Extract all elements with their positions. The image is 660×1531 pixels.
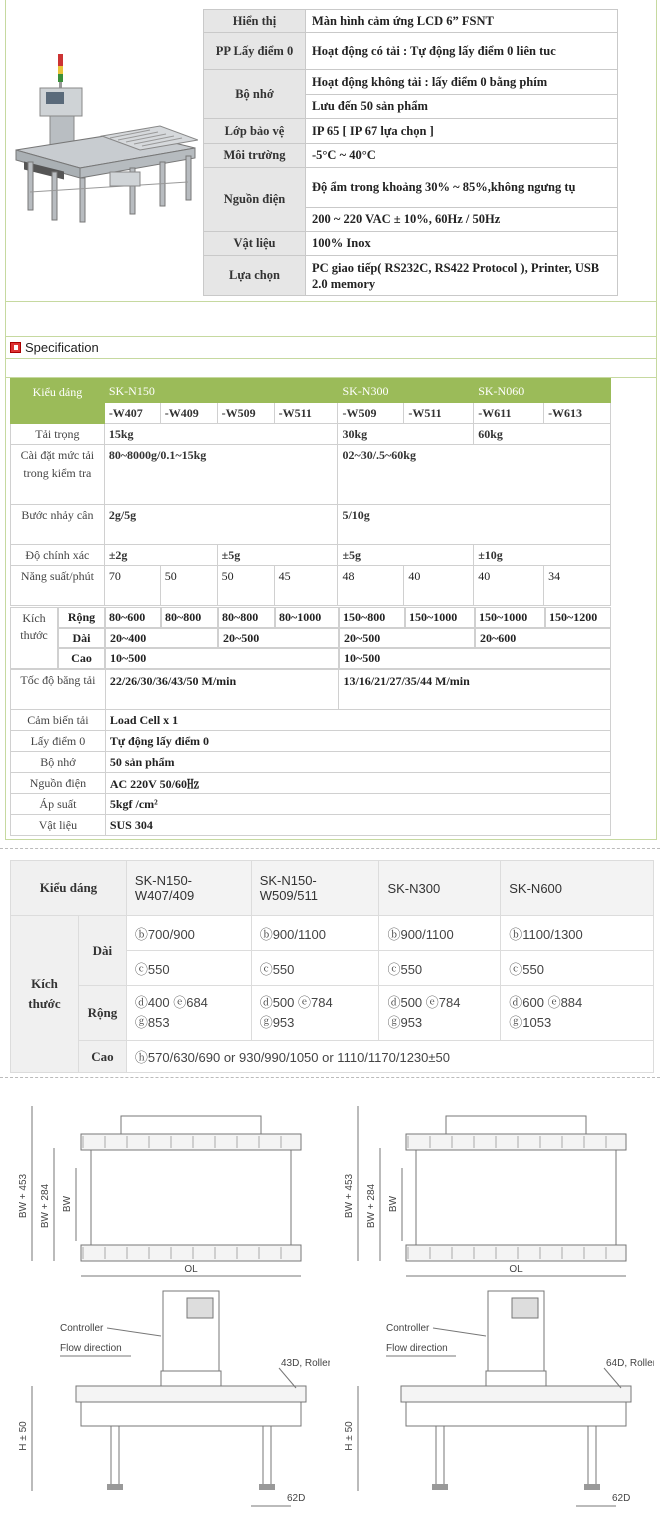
feature-label: Lớp bảo vệ (204, 119, 306, 144)
feature-value: Hoạt động không tải : lấy điểm 0 bằng phím (306, 70, 618, 95)
feature-value: -5°C ~ 40°C (306, 144, 618, 168)
feature-label: Vật liệu (204, 232, 306, 256)
spec-value: 50 (217, 566, 274, 606)
label-flow: Flow direction (60, 1343, 122, 1354)
feature-value: Màn hình cảm ứng LCD 6” FSNT (306, 10, 618, 33)
spec-label: Độ chính xác (11, 545, 105, 566)
dim-label-ol: OL (509, 1264, 523, 1275)
dim-value: ⓒ550 (379, 951, 501, 986)
bullet-icon (10, 342, 21, 353)
size-rong-value: 150~1000 (405, 607, 475, 628)
top-view-head (446, 1116, 586, 1136)
foot (107, 1484, 123, 1490)
dim-value (126, 986, 251, 1041)
dim-header: SK-N300 (379, 861, 501, 916)
spec-value: 40 (404, 566, 474, 606)
label-roller: 43D, Roller (281, 1358, 330, 1369)
spec-subheader: -W407 (104, 403, 160, 424)
dim-value-line: ⓓ500 ⓔ784 (387, 995, 461, 1010)
spec-value: 48 (338, 566, 404, 606)
feature-value: Hoạt động có tải : Tự động lấy điểm 0 liên tuc (306, 33, 618, 70)
spec-label: Áp suất (11, 794, 106, 815)
dim-value: ⓑ900/1100 (379, 916, 501, 951)
spec-value: 2g/5g (104, 505, 338, 545)
conveyor-frame (406, 1402, 626, 1426)
feature-value: Lưu đến 50 sản phẩm (306, 95, 618, 119)
controller-screen (512, 1298, 538, 1318)
dim-value (251, 986, 379, 1041)
size-rong-value: 150~1000 (475, 607, 545, 628)
dim-header: SK-N150-W407/409 (126, 861, 251, 916)
spec-value: ±5g (338, 545, 474, 566)
size-cao-value: 10~500 (105, 648, 339, 669)
foot (259, 1484, 275, 1490)
size-rong-value: 80~800 (218, 607, 275, 628)
dim-label-bw284: BW + 284 (366, 1183, 377, 1229)
feature-label: Hiển thị (204, 10, 306, 33)
spec-subheader: -W511 (404, 403, 474, 424)
spec-value: Load Cell x 1 (105, 710, 610, 731)
feature-value: IP 65 [ IP 67 lựa chọn ] (306, 119, 618, 144)
dashed-divider-2 (0, 1077, 660, 1078)
dashed-divider (0, 848, 660, 849)
spec-value: 5kgf /cm² (105, 794, 610, 815)
feature-label: Lựa chọn (204, 256, 306, 296)
section-title (10, 340, 99, 355)
dim-sub-label: Rộng (78, 986, 126, 1041)
spec-value: 50 (160, 566, 217, 606)
foot (432, 1484, 448, 1490)
feature-label: Bộ nhớ (204, 70, 306, 119)
size-dai-value: 20~600 (475, 628, 611, 648)
label-roller: 64D, Roller (606, 1358, 654, 1369)
spec-label: Bước nhảy cân (11, 505, 105, 545)
spec-value: 15kg (104, 424, 338, 445)
leader-line (433, 1328, 486, 1336)
conveyor-front (76, 1386, 306, 1402)
top-view-belt (91, 1150, 291, 1245)
frame-divider-2 (5, 336, 657, 337)
spec-label: Cài đặt mức tải trong kiểm tra (11, 445, 105, 505)
spec-value: 80~8000g/0.1~15kg (104, 445, 338, 505)
dim-group-label (11, 916, 79, 1073)
technical-drawing (338, 1086, 654, 1526)
leader-line (604, 1368, 621, 1388)
frame-left (5, 0, 6, 840)
spec-value: 30kg (338, 424, 474, 445)
feature-value: 100% Inox (306, 232, 618, 256)
feature-value: 200 ~ 220 VAC ± 10%, 60Hz / 50Hz (306, 208, 618, 232)
size-label-text: Kích thước (20, 611, 48, 642)
conveyor-frame (81, 1402, 301, 1426)
dim-label-h: H ± 50 (344, 1421, 355, 1451)
spec-subheader: -W611 (474, 403, 544, 424)
spec-header-group: SK-N150 (104, 379, 338, 403)
spec-value: 45 (274, 566, 338, 606)
product-photo (10, 22, 198, 232)
frame-divider-1 (5, 301, 657, 302)
feature-table (203, 9, 618, 296)
drawing-large (338, 1086, 654, 1526)
dim-sub-label: Cao (78, 1041, 126, 1073)
size-cao-value: 10~500 (339, 648, 611, 669)
dim-label-bw453: BW + 453 (18, 1173, 29, 1219)
label-controller: Controller (60, 1323, 104, 1334)
controller-screen (187, 1298, 213, 1318)
feature-label: PP Lấy điểm 0 (204, 33, 306, 70)
size-rong-value: 80~800 (161, 607, 218, 628)
spec-subheader: -W613 (544, 403, 611, 424)
size-rong-value: 80~600 (105, 607, 161, 628)
foot (584, 1484, 600, 1490)
spec-label: Nguồn điện (11, 773, 106, 794)
spec-label: Cảm biến tải (11, 710, 106, 731)
top-view-rail-top (81, 1134, 301, 1150)
dim-label-bw: BW (62, 1195, 73, 1213)
dim-value-line: ⓓ500 ⓔ784 (259, 995, 333, 1010)
size-block (10, 607, 611, 669)
spec-header-model: Kiểu dáng (11, 379, 105, 424)
feature-label: Môi trường (204, 144, 306, 168)
top-view-rail-bottom (81, 1245, 301, 1261)
feature-value: Độ ẩm trong khoảng 30% ~ 85%,không ngưng tụ (306, 168, 618, 208)
size-rong-value: 150~1200 (545, 607, 611, 628)
spec-subheader: -W511 (274, 403, 338, 424)
dim-label-bw453: BW + 453 (344, 1173, 355, 1219)
dim-value: ⓑ700/900 (126, 916, 251, 951)
spec-label: Năng suất/phút (11, 566, 105, 606)
spec-value: 22/26/30/36/43/50 M/min (105, 670, 339, 710)
size-rong-value: 80~1000 (275, 607, 339, 628)
dim-label-ol: OL (184, 1264, 198, 1275)
spec-header-group: SK-N060 (474, 379, 611, 403)
dim-value: ⓒ550 (126, 951, 251, 986)
spec-value: Tự động lấy điểm 0 (105, 731, 610, 752)
technical-drawing (12, 1086, 330, 1526)
frame-divider-3 (5, 358, 657, 359)
size-dai-value: 20~400 (105, 628, 218, 648)
dim-value (379, 986, 501, 1041)
dim-value-line: ⓖ1053 (509, 1015, 552, 1030)
dim-label-bw284: BW + 284 (40, 1183, 51, 1229)
dim-value: ⓑ1100/1300 (501, 916, 654, 951)
dim-label-62d: 62D (287, 1493, 306, 1504)
spec-subheader: -W509 (217, 403, 274, 424)
spec-label: Bộ nhớ (11, 752, 106, 773)
spec-value: SUS 304 (105, 815, 610, 836)
spec-value: ±2g (104, 545, 217, 566)
spec-table (10, 378, 611, 606)
dim-value: ⓒ550 (501, 951, 654, 986)
spec-value: 13/16/21/27/35/44 M/min (339, 670, 611, 710)
label-controller: Controller (386, 1323, 430, 1334)
size-sub-rong: Rộng (58, 607, 105, 628)
spec-value: 60kg (474, 424, 611, 445)
dim-sub-label: Dài (78, 916, 126, 986)
spec-label: Tải trọng (11, 424, 105, 445)
dimension-table (10, 860, 654, 1073)
spec-value: 40 (474, 566, 544, 606)
dim-value: ⓗ570/630/690 or 930/990/1050 or 1110/1170/1230±50 (126, 1041, 653, 1073)
spec-subheader: -W509 (338, 403, 404, 424)
size-dai-value: 20~500 (218, 628, 339, 648)
size-rong-value: 150~800 (339, 607, 405, 628)
spec-value: 02~30/.5~60kg (338, 445, 611, 505)
spec-value: 50 sản phẩm (105, 752, 610, 773)
feature-value: PC giao tiếp( RS232C, RS422 Protocol ), Printer, USB 2.0 memory (306, 256, 618, 296)
section-title-text: Specification (25, 340, 99, 355)
spec-subheader: -W409 (160, 403, 217, 424)
top-view-belt (416, 1150, 616, 1245)
spec-value: 5/10g (338, 505, 611, 545)
dim-group-text: Kích thước (28, 976, 61, 1011)
top-view-head (121, 1116, 261, 1136)
size-dai-value: 20~500 (339, 628, 475, 648)
top-view-rail-top (406, 1134, 626, 1150)
dim-label-h: H ± 50 (18, 1421, 29, 1451)
size-label (10, 607, 58, 669)
load-cell (486, 1371, 546, 1386)
dim-value-line: ⓖ853 (134, 1015, 170, 1030)
dim-value-line: ⓖ953 (387, 1015, 423, 1030)
dim-header: SK-N150-W509/511 (251, 861, 379, 916)
dim-label-62d: 62D (612, 1493, 631, 1504)
spec-label: Lấy điểm 0 (11, 731, 106, 752)
frame-bottom (5, 839, 657, 840)
dim-value-line: ⓓ600 ⓔ884 (509, 995, 583, 1010)
drawing-small (12, 1086, 330, 1526)
label-flow: Flow direction (386, 1343, 448, 1354)
dim-header-model: Kiểu dáng (11, 861, 127, 916)
dim-value (501, 986, 654, 1041)
spec-label: Vật liệu (11, 815, 106, 836)
dim-value-line: ⓓ400 ⓔ684 (134, 995, 208, 1010)
spec-table-lower (10, 669, 611, 836)
dim-header: SK-N600 (501, 861, 654, 916)
spec-value: 70 (104, 566, 160, 606)
spec-value: 34 (544, 566, 611, 606)
dim-value: ⓑ900/1100 (251, 916, 379, 951)
top-view-rail-bottom (406, 1245, 626, 1261)
dim-value: ⓒ550 (251, 951, 379, 986)
spec-value: ±5g (217, 545, 338, 566)
size-sub-dai: Dài (58, 628, 105, 648)
size-sub-cao: Cao (58, 648, 105, 669)
load-cell (161, 1371, 221, 1386)
conveyor-front (401, 1386, 631, 1402)
leader-line (279, 1368, 296, 1388)
size-rong-row (105, 607, 611, 628)
spec-value: ±10g (474, 545, 611, 566)
dim-label-bw: BW (388, 1195, 399, 1213)
dim-value-line: ⓖ953 (259, 1015, 295, 1030)
spec-header-group: SK-N300 (338, 379, 474, 403)
spec-label: Tốc độ băng tải (11, 670, 106, 710)
feature-label: Nguồn điện (204, 168, 306, 232)
frame-right (656, 0, 657, 840)
spec-value: AC 220V 50/60㎐ (105, 773, 610, 794)
leader-line (107, 1328, 161, 1336)
